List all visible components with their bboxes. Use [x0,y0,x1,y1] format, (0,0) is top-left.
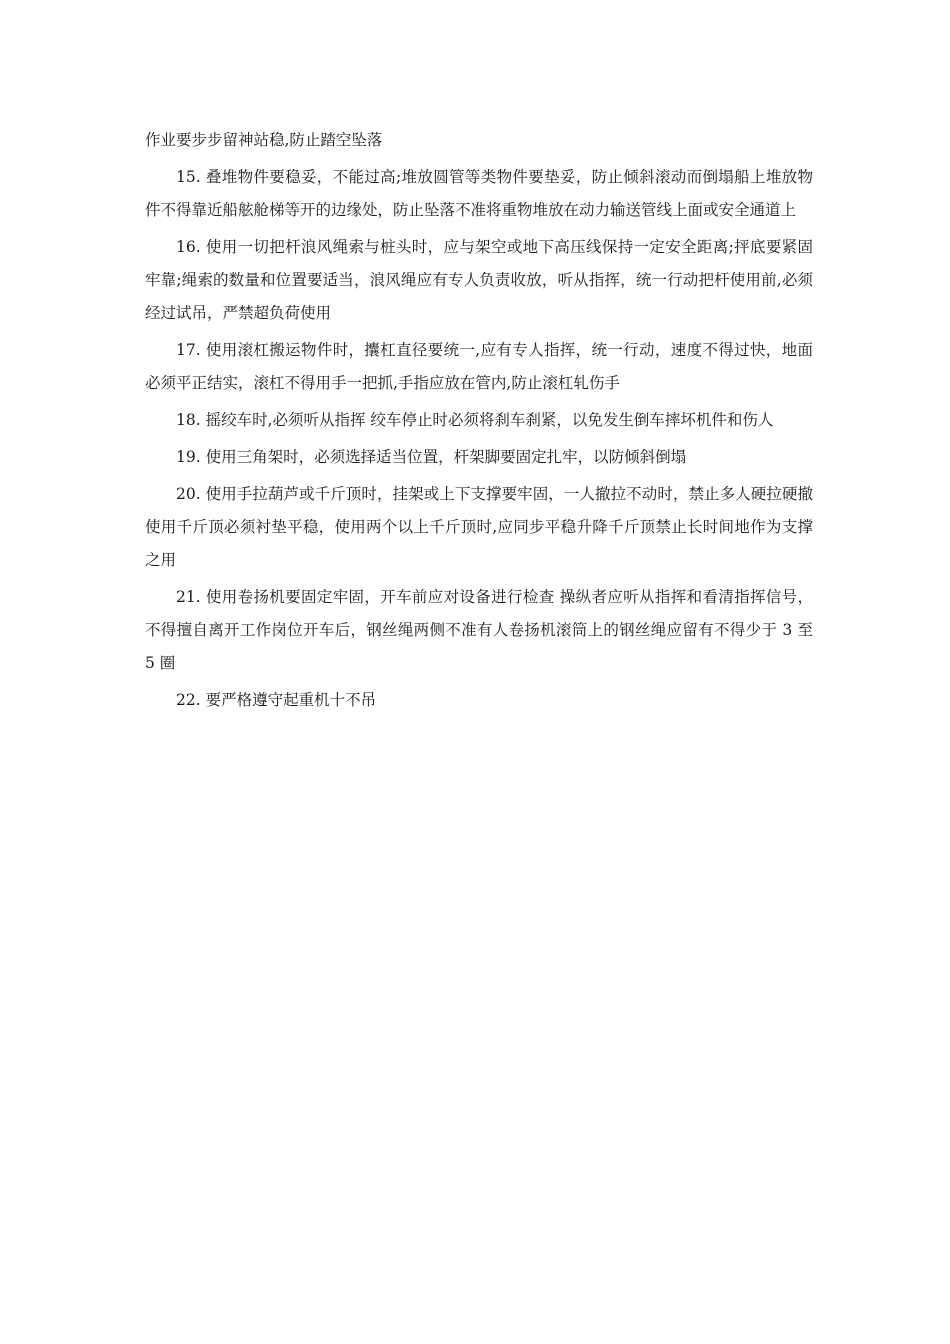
paragraph-item-21: 21. 使用卷扬机要固定牢固，开车前应对设备进行检查 操纵者应听从指挥和看清指挥信号，不得擅自离开工作岗位开车后，钢丝绳两侧不准有人卷扬机滚筒上的钢丝绳应留有不得少于 3 至 5 圈 [145,588,813,672]
paragraph-item-15: 15. 叠堆物件要稳妥，不能过高;堆放圆管等类物件要垫妥，防止倾斜滚动而倒塌船上堆放物件不得靠近船舷舱梯等开的边缘处，防止坠落不准将重物堆放在动力输送管线上面或安全通道上 [145,168,813,219]
paragraph-item-17: 17. 使用滚杠搬运物件时，攮杠直径要统一,应有专人指挥，统一行动，速度不得过快，地面必须平正结实，滚杠不得用手一把抓,手指应放在管内,防止滚杠轧伤手 [145,341,813,392]
paragraph-continuation: 作业要步步留神站稳,防止踏空坠落 [145,131,383,149]
paragraph-item-19: 19. 使用三角架时，必须选择适当位置，杆架脚要固定扎牢，以防倾斜倒塌 [176,448,687,466]
paragraph-item-20: 20. 使用手拉葫芦或千斤顶时，挂架或上下支撑要牢固，一人撤拉不动时，禁止多人硬拉硬撤 使用千斤顶必须衬垫平稳，使用两个以上千斤顶时,应同步平稳升降千斤顶禁止长时间地作为支撑之用 [145,485,813,569]
paragraph-item-16: 16. 使用一切把杆浪风绳索与桩头时，应与架空或地下高压线保持一定安全距离;抨底要紧固牢靠;绳索的数量和位置要适当，浪风绳应有专人负责收放，听从指挥，统一行动把杆使用前,必须经过试吊，严禁超负荷使用 [145,238,813,322]
document-body [145,124,813,721]
paragraph-item-18: 18. 摇绞车时,必须听从指挥 绞车停止时必须将刹车刹紧，以免发生倒车摔坏机件和伤人 [176,411,774,429]
paragraph-item-22: 22. 要严格遵守起重机十不吊 [176,691,377,709]
